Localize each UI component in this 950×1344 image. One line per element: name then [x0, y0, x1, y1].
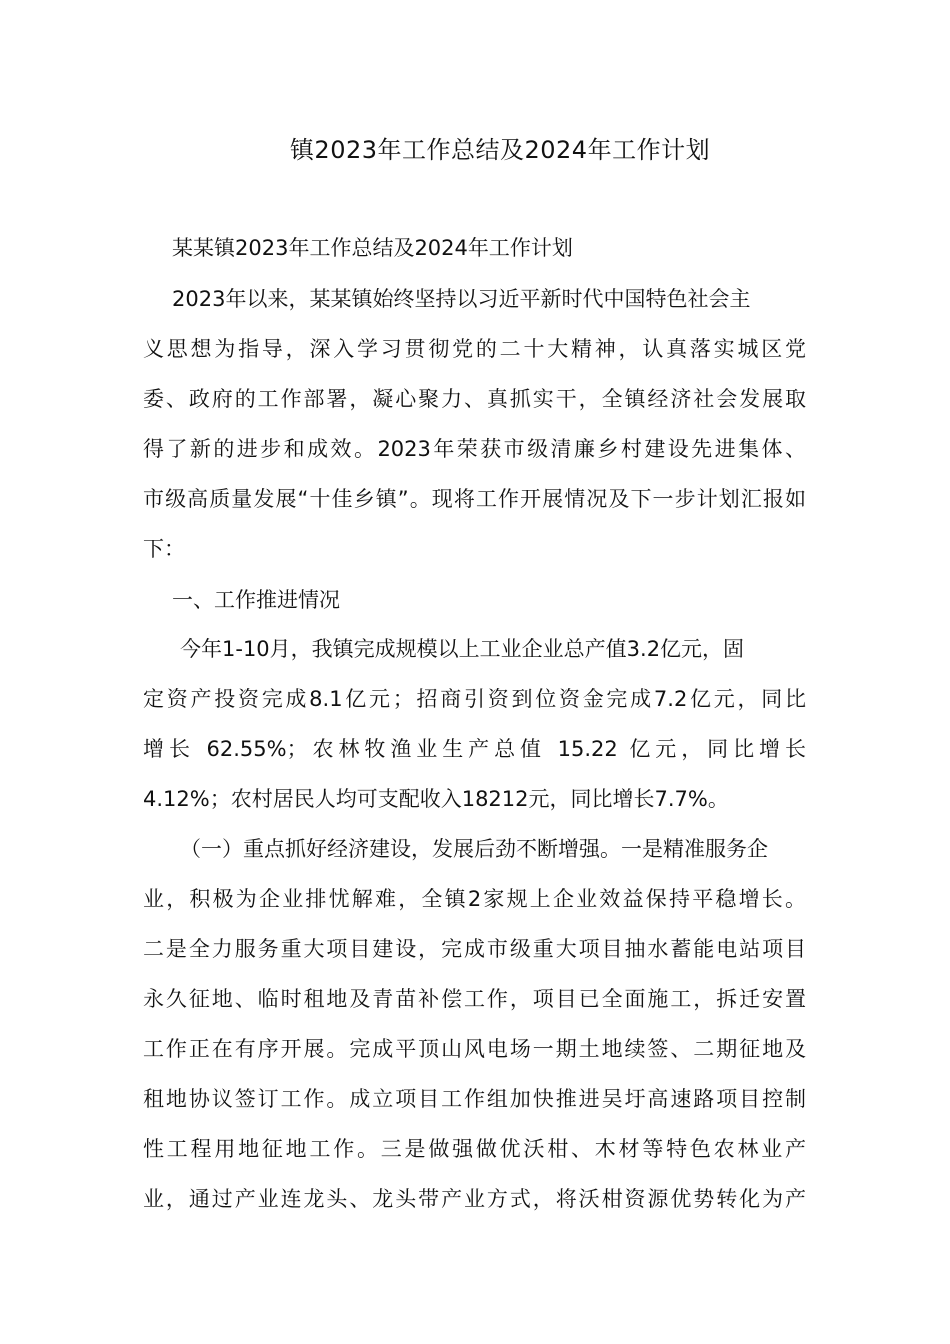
paragraph-line: 增长 62.55%；农林牧渔业生产总值 15.22 亿元，同比增长 — [143, 737, 806, 761]
paragraph-line: （一）重点抓好经济建设，发展后劲不断增强。一是精准服务企 — [180, 837, 768, 861]
document-subtitle: 某某镇2023年工作总结及2024年工作计划 — [172, 236, 573, 260]
paragraph-line: 二是全力服务重大项目建设，完成市级重大项目抽水蓄能电站项目 — [143, 937, 806, 961]
paragraph-line: 永久征地、临时租地及青苗补偿工作，项目已全面施工，拆迁安置 — [143, 987, 806, 1011]
paragraph-line: 市级高质量发展“十佳乡镇”。现将工作开展情况及下一步计划汇报如 — [143, 487, 806, 511]
paragraph-line: 4.12%；农村居民人均可支配收入18212元，同比增长7.7%。 — [143, 787, 729, 811]
paragraph-line: 下： — [143, 537, 185, 561]
paragraph-line: 租地协议签订工作。成立项目工作组加快推进吴圩高速路项目控制 — [143, 1087, 806, 1111]
paragraph-line: 2023年以来，某某镇始终坚持以习近平新时代中国特色社会主 — [172, 287, 751, 311]
paragraph-line: 工作正在有序开展。完成平顶山风电场一期土地续签、二期征地及 — [143, 1037, 806, 1061]
paragraph-line: 义思想为指导，深入学习贯彻党的二十大精神，认真落实城区党 — [143, 337, 806, 361]
paragraph-line: 性工程用地征地工作。三是做强做优沃柑、木材等特色农林业产 — [143, 1137, 806, 1161]
paragraph-line: 定资产投资完成8.1亿元；招商引资到位资金完成7.2亿元，同比 — [143, 687, 806, 711]
paragraph-line: 今年1-10月，我镇完成规模以上工业企业总产值3.2亿元，固 — [180, 637, 745, 661]
paragraph-line: 业，积极为企业排忧解难，全镇2家规上企业效益保持平稳增长。 — [143, 887, 806, 911]
paragraph-line: 得了新的进步和成效。2023年荣获市级清廉乡村建设先进集体、 — [143, 437, 806, 461]
paragraph-line: 业，通过产业连龙头、龙头带产业方式，将沃柑资源优势转化为产 — [143, 1187, 806, 1211]
document-title: 镇2023年工作总结及2024年工作计划 — [289, 136, 711, 164]
paragraph-line: 委、政府的工作部署，凝心聚力、真抓实干，全镇经济社会发展取 — [143, 387, 806, 411]
section-heading: 一、工作推进情况 — [172, 588, 340, 612]
